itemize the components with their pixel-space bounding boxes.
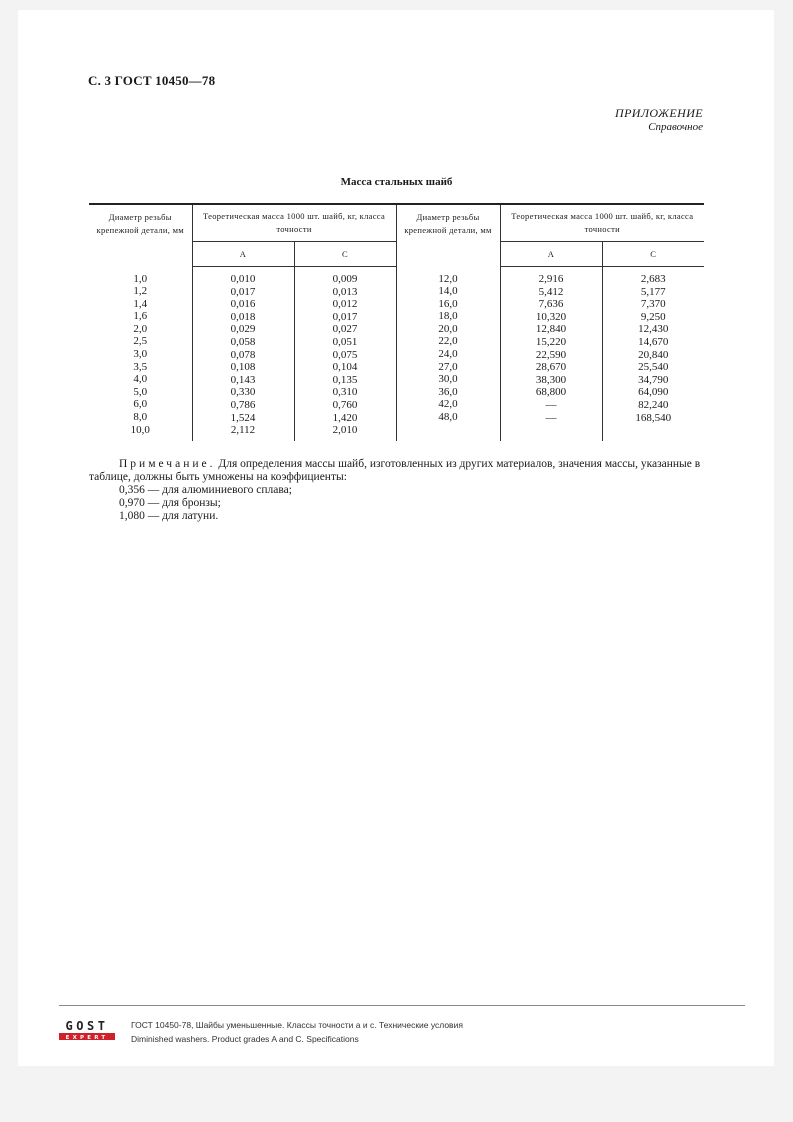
column-diameter-right [396, 267, 500, 441]
column-mass-c-left [294, 267, 396, 441]
column-mass-a-right [500, 267, 602, 441]
table-cell: 1,4 [133, 297, 148, 310]
table-cell: 82,240 [638, 398, 669, 411]
table-cell: 10,320 [535, 310, 567, 323]
table-cell: 14,0 [438, 285, 458, 298]
logo-subword: EXPERT [65, 1035, 109, 1041]
table-cell: 42,0 [438, 398, 458, 411]
header-class-a-left: А [192, 242, 294, 267]
column-mass-c-right [602, 267, 704, 441]
table-cell: 0,017 [332, 310, 358, 323]
header-mass-right: Теоретическая масса 1000 шт. шайб, кг, класса точности [500, 204, 704, 242]
table-cell: 0,108 [230, 361, 256, 374]
table-cell: 0,018 [230, 310, 256, 323]
table-cell: 0,016 [230, 298, 256, 311]
table-cell: 0,009 [332, 273, 358, 285]
table-cell: 0,135 [332, 373, 358, 386]
table-cell: 38,300 [535, 373, 567, 386]
table-cell: 30,0 [438, 373, 458, 386]
table-cell: — [545, 398, 557, 411]
table-cell: 4,0 [133, 373, 148, 386]
table-cell: 27,0 [438, 360, 458, 373]
table-cell: 1,420 [332, 411, 358, 424]
table-cell: 2,010 [332, 424, 358, 437]
table-cell: 0,104 [332, 361, 358, 374]
table-cell: 34,790 [638, 373, 669, 386]
header-class-c-right: С [602, 242, 704, 267]
coefficient-aluminium: 0,356 — для алюминиевого сплава; [119, 484, 292, 496]
header-class-c-left: С [294, 242, 396, 267]
appendix-block [615, 106, 703, 134]
table-cell: 7,636 [538, 298, 564, 311]
table-cell: 25,540 [638, 361, 669, 374]
header-diameter-left: Диаметр резьбы крепежной детали, мм [89, 204, 192, 267]
table-cell: 2,916 [538, 273, 564, 285]
table-cell: 64,090 [638, 386, 669, 399]
table-cell: 14,670 [638, 335, 669, 348]
table-cell: 2,683 [640, 273, 666, 285]
page-sheet [18, 10, 774, 1066]
table-cell: 0,310 [332, 386, 358, 399]
note-text: Для определения массы шайб, изготовленных из других материалов, значения массы, указанные в таблице, должны быть умножены на коэффициенты: [89, 458, 701, 483]
table-cell: 0,013 [332, 285, 358, 298]
table-cell: 20,0 [438, 322, 458, 335]
table-cell: 168,540 [635, 411, 672, 424]
table-cell: 22,0 [438, 335, 458, 348]
note-label: Примечание. [119, 458, 216, 470]
table-cell: 0,143 [230, 373, 256, 386]
table-cell: 16,0 [438, 297, 458, 310]
table-cell: 6,0 [133, 398, 148, 411]
table-cell: 0,029 [230, 323, 256, 336]
table-cell: 2,112 [230, 424, 256, 437]
table-cell: 5,412 [538, 285, 564, 298]
table-cell: 1,0 [133, 272, 148, 285]
table-cell: 2,0 [133, 322, 148, 335]
table-cell: 3,0 [133, 348, 148, 361]
table-cell: 18,0 [438, 310, 458, 323]
table-cell: 12,430 [638, 323, 669, 336]
note-paragraph [89, 458, 705, 484]
table-cell: 2,5 [133, 335, 148, 348]
footer-divider [59, 1005, 745, 1006]
footer-text [131, 1018, 463, 1046]
page-header: С. 3 ГОСТ 10450—78 [88, 73, 216, 88]
table-cell: 3,5 [133, 360, 148, 373]
table-cell: 1,524 [230, 411, 256, 424]
appendix-title: ПРИЛОЖЕНИЕ [615, 106, 703, 120]
appendix-subtitle: Справочное [648, 121, 703, 133]
table-cell: — [545, 411, 557, 424]
table-cell: 0,010 [230, 273, 256, 285]
table-cell: 36,0 [438, 385, 458, 398]
table-cell: 0,330 [230, 386, 256, 399]
table-cell: 68,800 [535, 386, 567, 399]
footer-title-ru: ГОСТ 10450-78, Шайбы уменьшенные. Классы точности а и с. Технические условия [131, 1020, 463, 1030]
logo-word: GOST [65, 1019, 109, 1033]
column-mass-a-left [192, 267, 294, 441]
table-cell: 0,786 [230, 398, 256, 411]
header-diameter-right: Диаметр резьбы крепежной детали, мм [396, 204, 500, 267]
table-cell: 15,220 [535, 335, 567, 348]
header-class-a-right: А [500, 242, 602, 267]
table-cell: 0,027 [332, 323, 358, 336]
table-cell: 12,840 [535, 323, 567, 336]
table-cell: 48,0 [438, 411, 458, 424]
table-cell: 0,017 [230, 285, 256, 298]
footer-title-en: Diminished washers. Product grades A and C. Specifications [131, 1034, 359, 1044]
table-cell: 7,370 [640, 298, 666, 311]
table-cell: 1,6 [133, 310, 148, 323]
header-mass-left: Теоретическая масса 1000 шт. шайб, кг, класса точности [192, 204, 396, 242]
coefficient-brass: 1,080 — для латуни. [119, 510, 219, 522]
coefficient-bronze: 0,970 — для бронзы; [119, 497, 221, 509]
table-title: Масса стальных шайб [340, 176, 453, 188]
table-cell: 24,0 [438, 348, 458, 361]
table-cell: 0,058 [230, 335, 256, 348]
table-cell: 5,0 [133, 385, 148, 398]
table-cell: 10,0 [130, 423, 150, 436]
table-cell: 0,012 [332, 298, 358, 311]
table-cell: 0,078 [230, 348, 256, 361]
table-cell: 20,840 [638, 348, 669, 361]
table-cell: 0,075 [332, 348, 358, 361]
table-cell: 9,250 [640, 310, 666, 323]
washer-mass-table [89, 203, 704, 441]
note-block [89, 458, 705, 523]
table-cell: 0,760 [332, 398, 358, 411]
table-cell: 1,2 [133, 285, 148, 298]
gost-expert-logo [59, 1019, 115, 1041]
table-cell: 8,0 [133, 411, 148, 424]
table-cell: 22,590 [535, 348, 567, 361]
table-cell: 5,177 [640, 285, 666, 298]
table-cell: 0,051 [332, 335, 358, 348]
table-cell: 28,670 [535, 361, 567, 374]
column-diameter-left [89, 267, 192, 441]
table-cell: 12,0 [438, 272, 458, 285]
